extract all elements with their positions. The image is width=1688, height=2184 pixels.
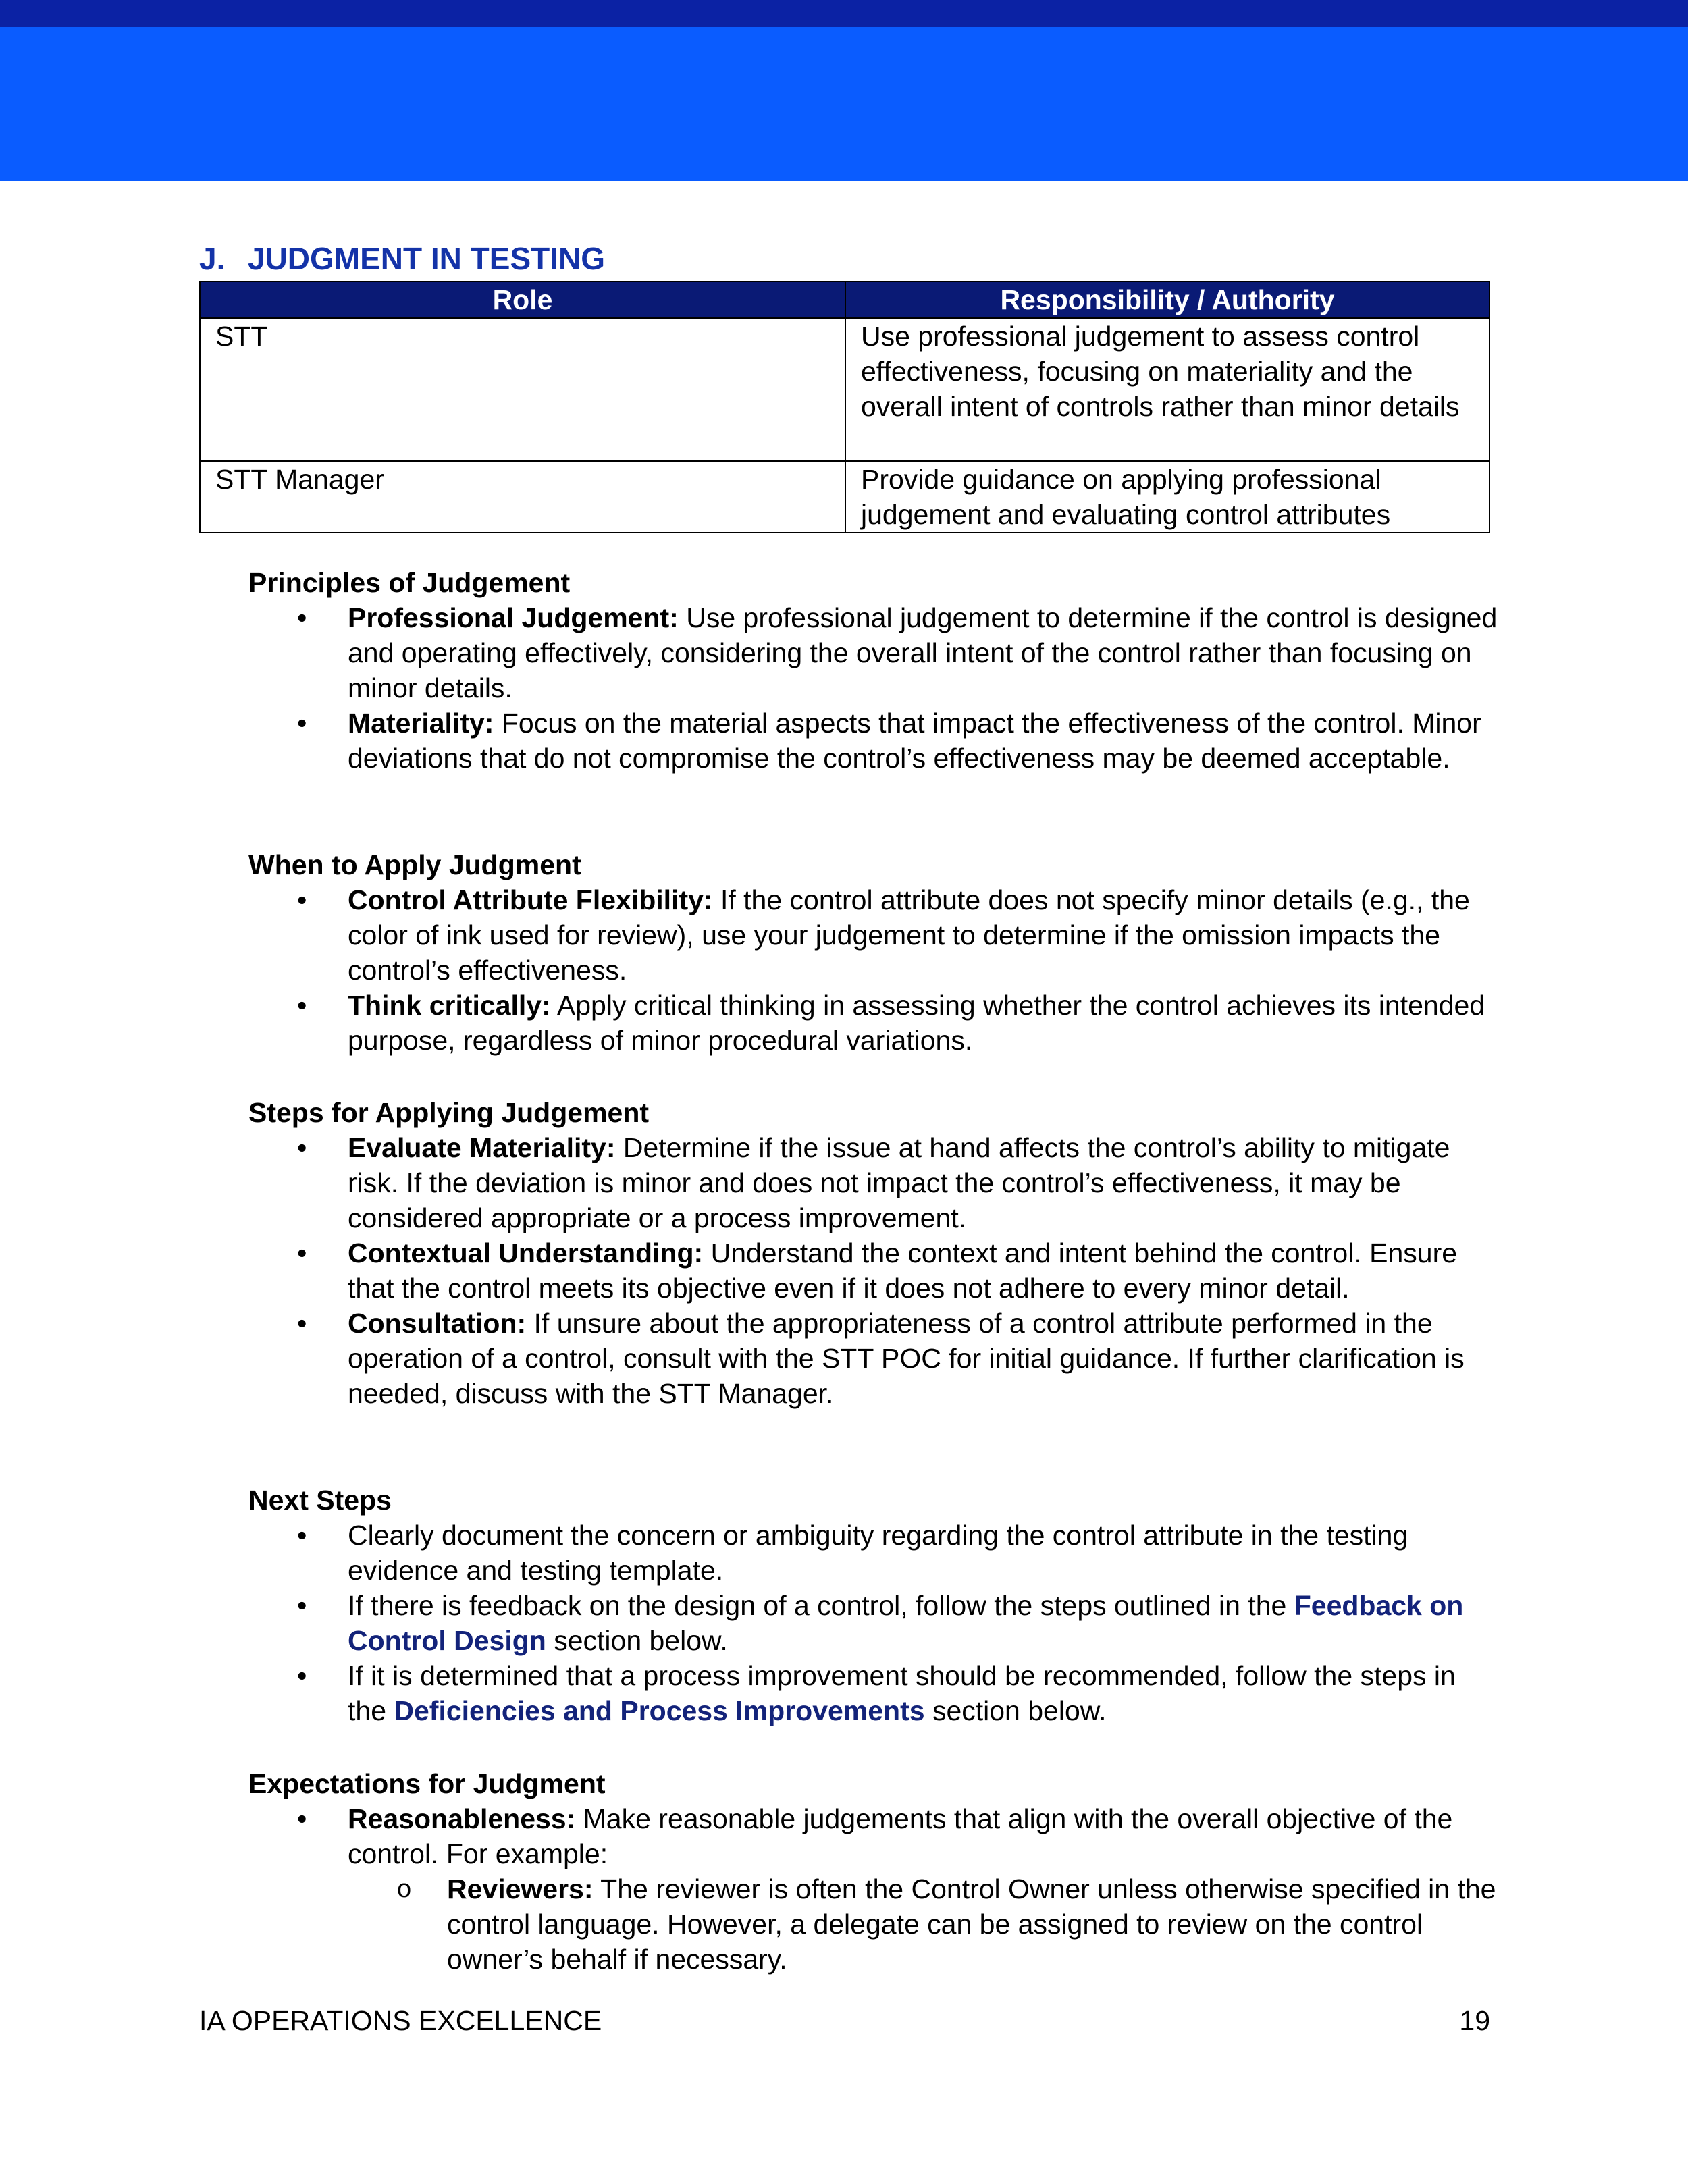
section-title [199,236,1490,281]
list-item [248,1588,1498,1658]
item-text: Focus on the material aspects that impact the effectiveness of the control. Minor deviations that do not compromise the control’s effectiveness may be deemed acceptable. [348,708,1481,774]
item-text: If the control attribute does not specify minor details (e.g., the color of ink used for review), use your judgement to determine if the omission impacts the control’s effectiveness. [348,884,1470,986]
responsibility-cell: Use professional judgement to assess control effectiveness, focusing on materiality and the overall intent of controls rather than minor details [845,318,1489,461]
list-item [248,1306,1498,1411]
table-row [200,318,1489,461]
bullet-icon: • [297,1803,307,1834]
bullet-icon: • [297,1520,307,1551]
list-item [248,882,1498,988]
section-content [199,236,1490,533]
header-band-top [0,0,1688,27]
list-item [248,1518,1498,1588]
role-cell: STT [200,318,845,461]
page-number: 19 [1459,2005,1490,2036]
item-term: Contextual Understanding: [348,1237,704,1269]
sub-list-item [248,1871,1498,1977]
item-text: Use professional judgement to determine if the control is designed and operating effectively, considering the overall intent of the control rather than focusing on minor details. [348,602,1498,703]
item-text: If there is feedback on the design of a control, follow the steps outlined in the [348,1590,1294,1621]
header-role: Role [200,282,845,318]
table-header-row [200,282,1489,318]
list-item [248,1235,1498,1306]
next-steps-list [248,1518,1498,1728]
item-text: The reviewer is often the Control Owner unless otherwise specified in the control language. However, a delegate can be assigned to review on the control owner’s behalf if necessary. [447,1873,1496,1975]
list-item [248,1130,1498,1235]
principles-list [248,600,1498,776]
item-term: Evaluate Materiality: [348,1132,616,1163]
bullet-icon: • [297,1308,307,1339]
list-item [248,1801,1498,1977]
item-text: Clearly document the concern or ambiguity regarding the control attribute in the testing evidence and testing template. [348,1520,1408,1586]
bullet-icon: • [297,602,307,633]
item-term: Materiality: [348,708,494,739]
expectations-list [248,1801,1498,1977]
header-band [0,27,1688,181]
bullet-icon: • [297,884,307,915]
section-letter: J. [199,241,226,276]
item-term: Consultation: [348,1308,527,1339]
expectations-heading: Expectations for Judgment [248,1768,606,1799]
when-list [248,882,1498,1058]
expectations-sublist [348,1871,1498,1977]
list-item [248,1658,1498,1728]
item-text: If unsure about the appropriateness of a control attribute performed in the operation of a control, consult with the STT POC for initial guidance. If further clarification is needed, discuss with the STT Manager. [348,1308,1465,1409]
circle-bullet-icon: o [397,1875,412,1903]
bullet-icon: • [297,1132,307,1163]
bullet-icon: • [297,1660,307,1691]
item-text: Determine if the issue at hand affects the control’s ability to mitigate risk. If the deviation is minor and does not impact the control’s effectiveness, it may be considered appropriate or a process improvement. [348,1132,1450,1233]
steps-list [248,1130,1498,1411]
item-term: Professional Judgement: [348,602,679,633]
footer-title: IA OPERATIONS EXCELLENCE [199,2005,602,2036]
bullet-icon: • [297,1590,307,1621]
header-responsibility: Responsibility / Authority [845,282,1489,318]
next-steps-heading: Next Steps [248,1485,392,1516]
item-term: Reasonableness: [348,1803,576,1834]
list-item [248,600,1498,705]
list-item [248,705,1498,776]
item-text: Apply critical thinking in assessing whether the control achieves its intended purpose, regardless of minor procedural variations. [348,990,1485,1056]
deficiencies-link[interactable]: Deficiencies and Process Improvements [394,1695,925,1726]
principles-section [248,565,1498,776]
item-text: Understand the context and intent behind the control. Ensure that the control meets its objective even if it does not adhere to every minor detail. [348,1237,1458,1304]
responsibility-cell: Provide guidance on applying professional judgement and evaluating control attributes [845,461,1489,533]
steps-section [248,1095,1498,1411]
item-text: section below. [546,1625,728,1656]
feedback-on-control-design-link[interactable]: Feedback on Control Design [348,1590,1464,1656]
when-section [248,847,1498,1058]
role-cell: STT Manager [200,461,845,533]
expectations-section [248,1766,1498,1977]
item-term: Reviewers: [447,1873,594,1905]
when-heading: When to Apply Judgment [248,849,581,880]
bullet-icon: • [297,708,307,739]
bullet-icon: • [297,990,307,1021]
item-term: Think critically: [348,990,551,1021]
section-title-text: JUDGMENT IN TESTING [248,241,606,276]
item-text: section below. [924,1695,1107,1726]
list-item [248,988,1498,1058]
item-text: Make reasonable judgements that align with the overall objective of the control. For example: [348,1803,1453,1869]
principles-heading: Principles of Judgement [248,567,571,598]
table-row [200,461,1489,533]
item-text: If it is determined that a process improvement should be recommended, follow the steps in the [348,1660,1456,1726]
roles-table [199,281,1490,533]
bullet-icon: • [297,1237,307,1269]
steps-heading: Steps for Applying Judgement [248,1097,650,1128]
next-steps-section [248,1483,1498,1728]
item-term: Control Attribute Flexibility: [348,884,713,915]
